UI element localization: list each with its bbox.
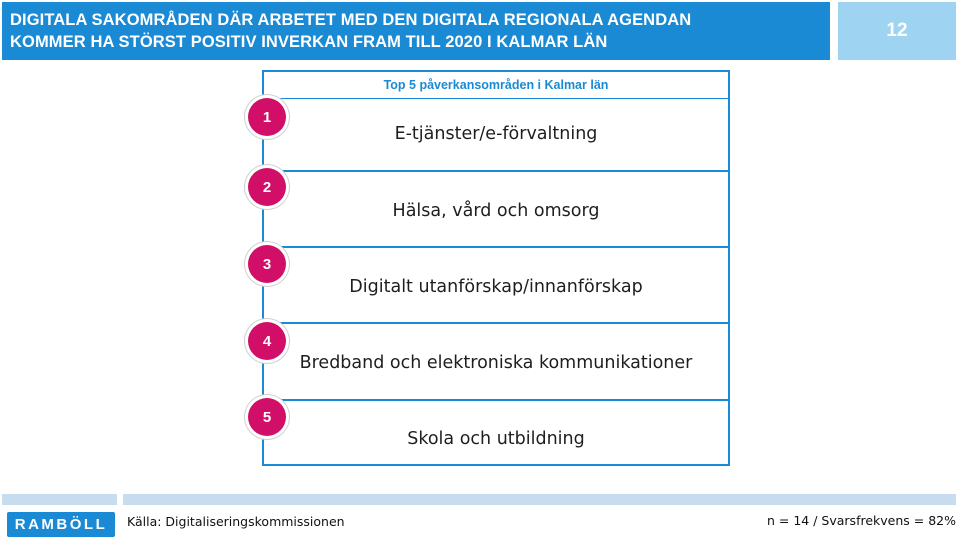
rank-badge-3: 3 (248, 245, 286, 283)
header-title-line-2: KOMMER HA STÖRST POSITIV INVERKAN FRAM TILL 2020 I KALMAR LÄN (10, 33, 608, 51)
rank-badge-5: 5 (248, 398, 286, 436)
page-number: 12 (838, 2, 956, 60)
list-item-1-label: E-tjänster/e-förvaltning (394, 124, 598, 144)
top5-panel (262, 70, 730, 466)
rank-badge-1: 1 (248, 98, 286, 136)
rank-badge-2: 2 (248, 168, 286, 206)
list-item-3-label: Digitalt utanförskap/innanförskap (349, 277, 643, 297)
rank-badge-4: 4 (248, 322, 286, 360)
response-stats: n = 14 / Svarsfrekvens = 82% (767, 513, 956, 528)
header-title-line-1: DIGITALA SAKOMRÅDEN DÄR ARBETET MED DEN DIGITALA REGIONALA AGENDAN (10, 11, 692, 29)
panel-title: Top 5 påverkansområden i Kalmar län (264, 72, 728, 99)
source-text: Källa: Digitaliseringskommissionen (127, 514, 345, 529)
list-item-4-label: Bredband och elektroniska kommunikationer (299, 353, 693, 373)
slide-header (2, 2, 830, 60)
divider (264, 322, 728, 324)
footer-bar-left (2, 494, 117, 505)
divider (264, 399, 728, 401)
list-item-2-label: Hälsa, vård och omsorg (392, 201, 600, 221)
ramboll-logo: RAMBÖLL (7, 512, 115, 537)
divider (264, 246, 728, 248)
list-item-5-label: Skola och utbildning (407, 429, 585, 449)
divider (264, 170, 728, 172)
footer-bar-right (123, 494, 956, 505)
